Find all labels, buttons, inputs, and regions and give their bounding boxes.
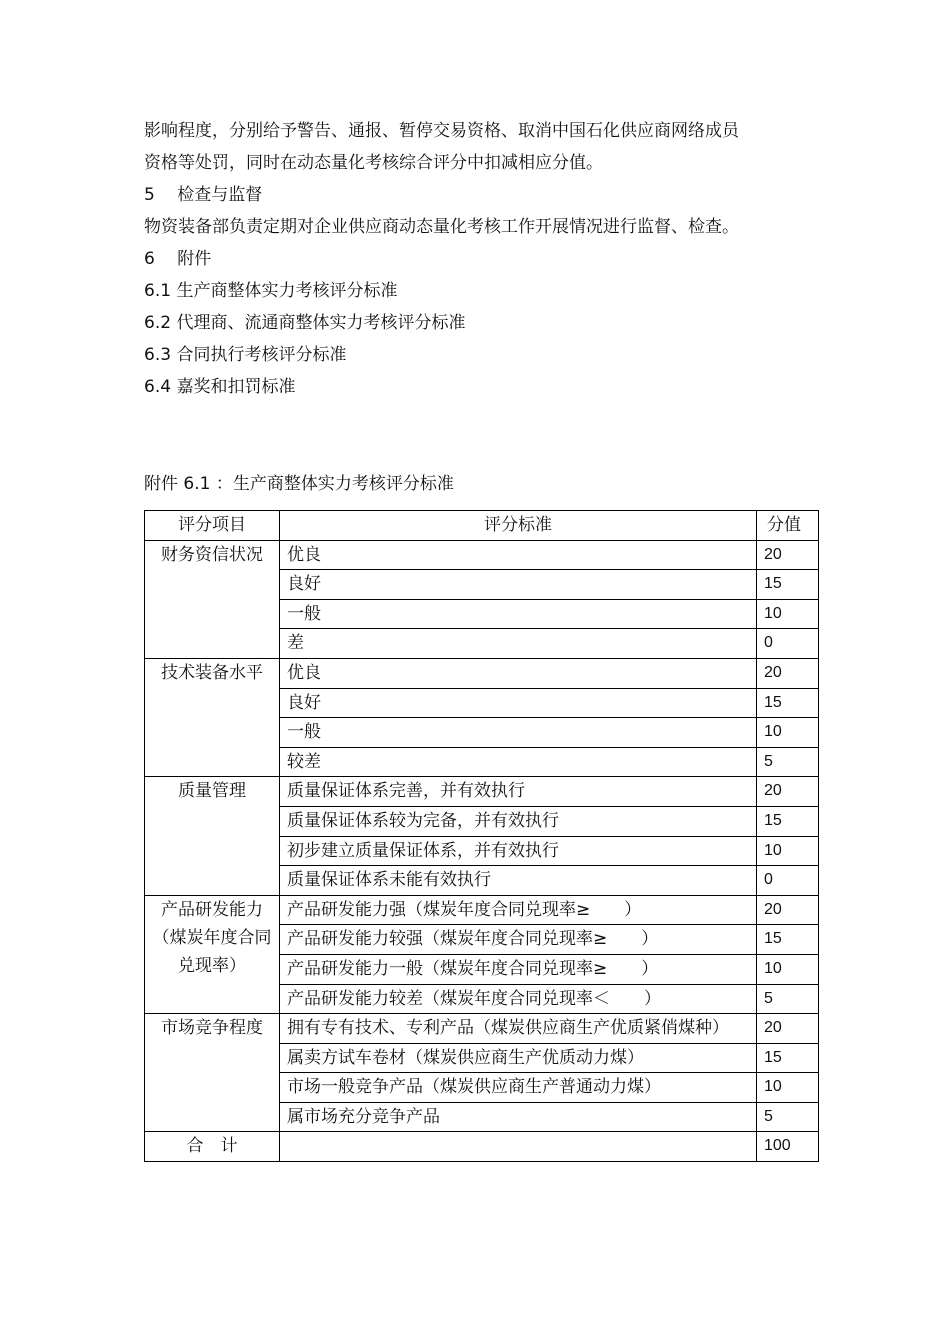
standard-cell: 质量保证体系较为完备，并有效执行 [280,806,757,836]
attachment-list-item: 6.3 合同执行考核评分标准 [144,345,347,365]
standard-cell: 良好 [280,688,757,718]
total-label: 合 计 [145,1132,280,1162]
standard-cell: 拥有专有技术、专利产品（煤炭供应商生产优质紧俏煤种） [280,1014,757,1044]
score-cell: 15 [757,1043,819,1073]
total-row [145,1132,819,1162]
standard-cell: 较差 [280,747,757,777]
score-cell: 0 [757,629,819,659]
item-cell: 财务资信状况 [145,540,280,658]
score-cell: 10 [757,954,819,984]
score-cell: 10 [757,836,819,866]
section-heading: 6 附件 [144,249,212,269]
attachment-list-item: 6.2 代理商、流通商整体实力考核评分标准 [144,313,466,333]
score-cell: 15 [757,806,819,836]
header-item: 评分项目 [145,511,280,541]
table-row [145,658,819,688]
score-cell: 5 [757,747,819,777]
table-row [145,895,819,925]
standard-cell: 市场一般竞争产品（煤炭供应商生产普通动力煤） [280,1073,757,1103]
score-cell: 10 [757,718,819,748]
total-standard [280,1132,757,1162]
score-cell: 20 [757,658,819,688]
standard-cell: 优良 [280,658,757,688]
score-cell: 10 [757,599,819,629]
header-standard: 评分标准 [280,511,757,541]
score-cell: 20 [757,777,819,807]
attachment-list-item: 6.4 嘉奖和扣罚标准 [144,377,296,397]
score-cell: 20 [757,540,819,570]
item-cell: 技术装备水平 [145,658,280,776]
standard-cell: 初步建立质量保证体系，并有效执行 [280,836,757,866]
item-cell: 市场竞争程度 [145,1014,280,1132]
intro-text [144,115,824,403]
standard-cell: 良好 [280,570,757,600]
score-cell: 5 [757,984,819,1014]
table-row [145,777,819,807]
standard-cell: 产品研发能力一般（煤炭年度合同兑现率≥ ） [280,954,757,984]
standard-cell: 属卖方试车卷材（煤炭供应商生产优质动力煤） [280,1043,757,1073]
standard-cell: 产品研发能力较强（煤炭年度合同兑现率≥ ） [280,925,757,955]
header-score: 分值 [757,511,819,541]
total-score: 100 [757,1132,819,1162]
intro-line: 资格等处罚，同时在动态量化考核综合评分中扣减相应分值。 [144,153,603,173]
standard-cell: 产品研发能力强（煤炭年度合同兑现率≥ ） [280,895,757,925]
table-row [145,540,819,570]
standard-cell: 优良 [280,540,757,570]
standard-cell: 属市场充分竞争产品 [280,1102,757,1132]
score-cell: 20 [757,1014,819,1044]
item-cell: 产品研发能力（煤炭年度合同兑现率） [145,895,280,1013]
section-heading: 5 检查与监督 [144,185,263,205]
table-header-row [145,511,819,541]
score-cell: 0 [757,866,819,896]
standard-cell: 差 [280,629,757,659]
attachment-list-item: 6.1 生产商整体实力考核评分标准 [144,281,398,301]
standard-cell: 一般 [280,599,757,629]
standard-cell: 一般 [280,718,757,748]
score-cell: 10 [757,1073,819,1103]
item-cell: 质量管理 [145,777,280,895]
score-cell: 15 [757,570,819,600]
score-cell: 20 [757,895,819,925]
score-cell: 15 [757,925,819,955]
standard-cell: 质量保证体系完善，并有效执行 [280,777,757,807]
scoring-table [144,510,819,1162]
table-caption: 附件 6.1 ：生产商整体实力考核评分标准 [144,474,454,494]
score-cell: 5 [757,1102,819,1132]
standard-cell: 产品研发能力较差（煤炭年度合同兑现率＜ ） [280,984,757,1014]
score-cell: 15 [757,688,819,718]
intro-line: 物资装备部负责定期对企业供应商动态量化考核工作开展情况进行监督、检查。 [144,217,739,237]
intro-line: 影响程度，分别给予警告、通报、暂停交易资格、取消中国石化供应商网络成员 [144,121,739,141]
standard-cell: 质量保证体系未能有效执行 [280,866,757,896]
table-row [145,1014,819,1044]
